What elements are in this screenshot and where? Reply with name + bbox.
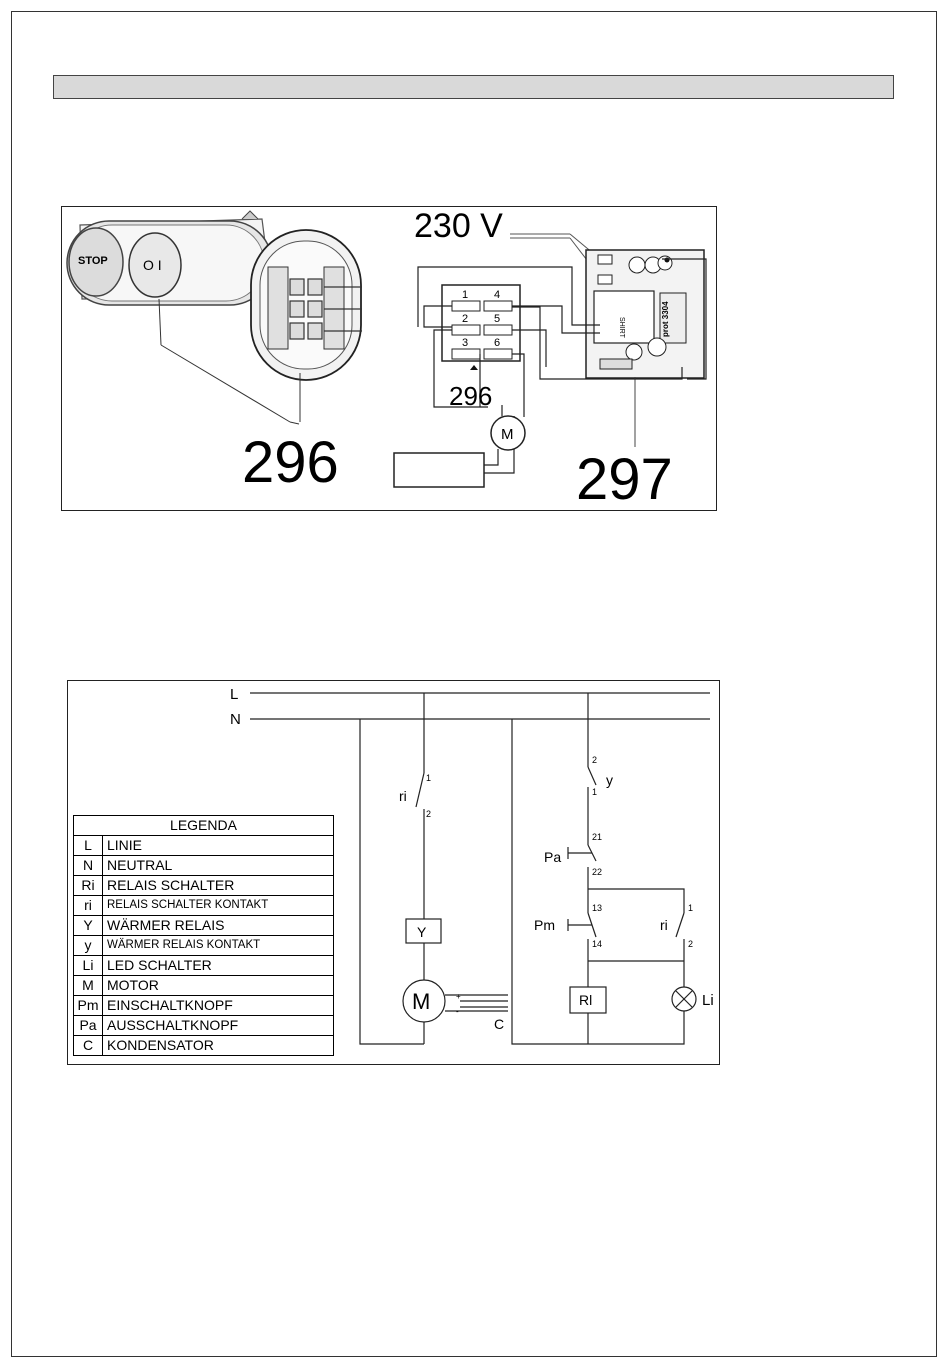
- legend-heading: LEGENDA: [74, 816, 334, 836]
- legend-row: [74, 856, 334, 876]
- legend-value: EINSCHALTKNOPF: [103, 996, 334, 1016]
- ri-pin-1: 1: [426, 773, 432, 783]
- legend-row: [74, 996, 334, 1016]
- pm-pin-14: 14: [592, 939, 603, 949]
- legend-row: [74, 956, 334, 976]
- legend-key: y: [74, 936, 103, 956]
- pa-pin-21: 21: [592, 832, 603, 842]
- legend-row: [74, 936, 334, 956]
- switch-callout-296: 296: [242, 430, 339, 495]
- terminals-callout-296: 296: [449, 381, 493, 411]
- legend-key: Pm: [74, 996, 103, 1016]
- wiring-diagram-figure: [61, 206, 717, 511]
- legend-value: WÄRMER RELAIS: [103, 916, 334, 936]
- ri2-pin-1: 1: [688, 903, 694, 913]
- legend-row: [74, 876, 334, 896]
- legend-row: [74, 896, 334, 916]
- heater-relay-label: Y: [417, 924, 427, 940]
- legend-value: LED SCHALTER: [103, 956, 334, 976]
- legend-value: KONDENSATOR: [103, 1036, 334, 1056]
- legend-key: C: [74, 1036, 103, 1056]
- legend-row: [74, 1036, 334, 1056]
- switch-back-view: [251, 230, 362, 380]
- legend-row: [74, 916, 334, 936]
- section-title-bar: [53, 75, 894, 99]
- ri2-label: ri: [660, 917, 668, 933]
- on-off-label: O I: [143, 257, 162, 273]
- board-text-1: prot 3304: [661, 301, 670, 337]
- terminal-3: 3: [462, 337, 469, 349]
- legend-row: [74, 976, 334, 996]
- legend-value: MOTOR: [103, 976, 334, 996]
- y-pin-1: 1: [592, 787, 598, 797]
- pm-pin-13: 13: [592, 903, 603, 913]
- legend-value: RELAIS SCHALTER: [103, 876, 334, 896]
- legend-key: N: [74, 856, 103, 876]
- capacitor-box: [394, 453, 484, 487]
- board-text-2: SHIRT: [618, 317, 625, 338]
- terminal-1: 1: [462, 289, 469, 301]
- legend-key: Li: [74, 956, 103, 976]
- legend-value: LINIE: [103, 836, 334, 856]
- legend-value: AUSSCHALTKNOPF: [103, 1016, 334, 1036]
- ri-contact-label: ri: [399, 788, 407, 804]
- led-label: Li: [702, 992, 714, 1009]
- motor-label-2: M: [412, 989, 431, 1014]
- terminal-4: 4: [494, 289, 501, 301]
- legend-key: Pa: [74, 1016, 103, 1036]
- motor-label: M: [501, 426, 514, 443]
- legend-value: WÄRMER RELAIS KONTAKT: [103, 936, 334, 956]
- terminal-5: 5: [494, 313, 501, 325]
- relay-label: Rl: [579, 992, 593, 1008]
- line-label: L: [230, 686, 239, 703]
- legend-row: [74, 1016, 334, 1036]
- stop-label: STOP: [78, 255, 108, 267]
- legend-value: NEUTRAL: [103, 856, 334, 876]
- terminal-block: [442, 285, 520, 361]
- cap-minus: -: [456, 1007, 459, 1016]
- control-board: [586, 250, 704, 378]
- ri-pin-2: 2: [426, 809, 432, 819]
- terminal-6: 6: [494, 337, 501, 349]
- legend-row: [74, 836, 334, 856]
- legend-key: Ri: [74, 876, 103, 896]
- push-button-housing: [67, 211, 272, 305]
- wiring-diagram-svg: [62, 207, 716, 510]
- neutral-label: N: [230, 711, 241, 728]
- legend-key: M: [74, 976, 103, 996]
- board-callout-297: 297: [576, 447, 673, 510]
- capacitor-label: C: [494, 1016, 505, 1032]
- legend-key: Y: [74, 916, 103, 936]
- y-contact-label: y: [606, 772, 613, 788]
- voltage-label: 230 V: [414, 207, 503, 245]
- schematic-figure: [67, 680, 720, 1065]
- legend-key: ri: [74, 896, 103, 916]
- legend-table: [73, 815, 334, 1056]
- ri2-pin-2: 2: [688, 939, 694, 949]
- y-pin-2: 2: [592, 755, 598, 765]
- legend-key: L: [74, 836, 103, 856]
- terminal-2: 2: [462, 313, 469, 325]
- pa-label: Pa: [544, 849, 562, 865]
- pm-label: Pm: [534, 917, 555, 933]
- cap-plus: +: [456, 992, 461, 1001]
- legend-value: RELAIS SCHALTER KONTAKT: [103, 896, 334, 916]
- pa-pin-22: 22: [592, 867, 603, 877]
